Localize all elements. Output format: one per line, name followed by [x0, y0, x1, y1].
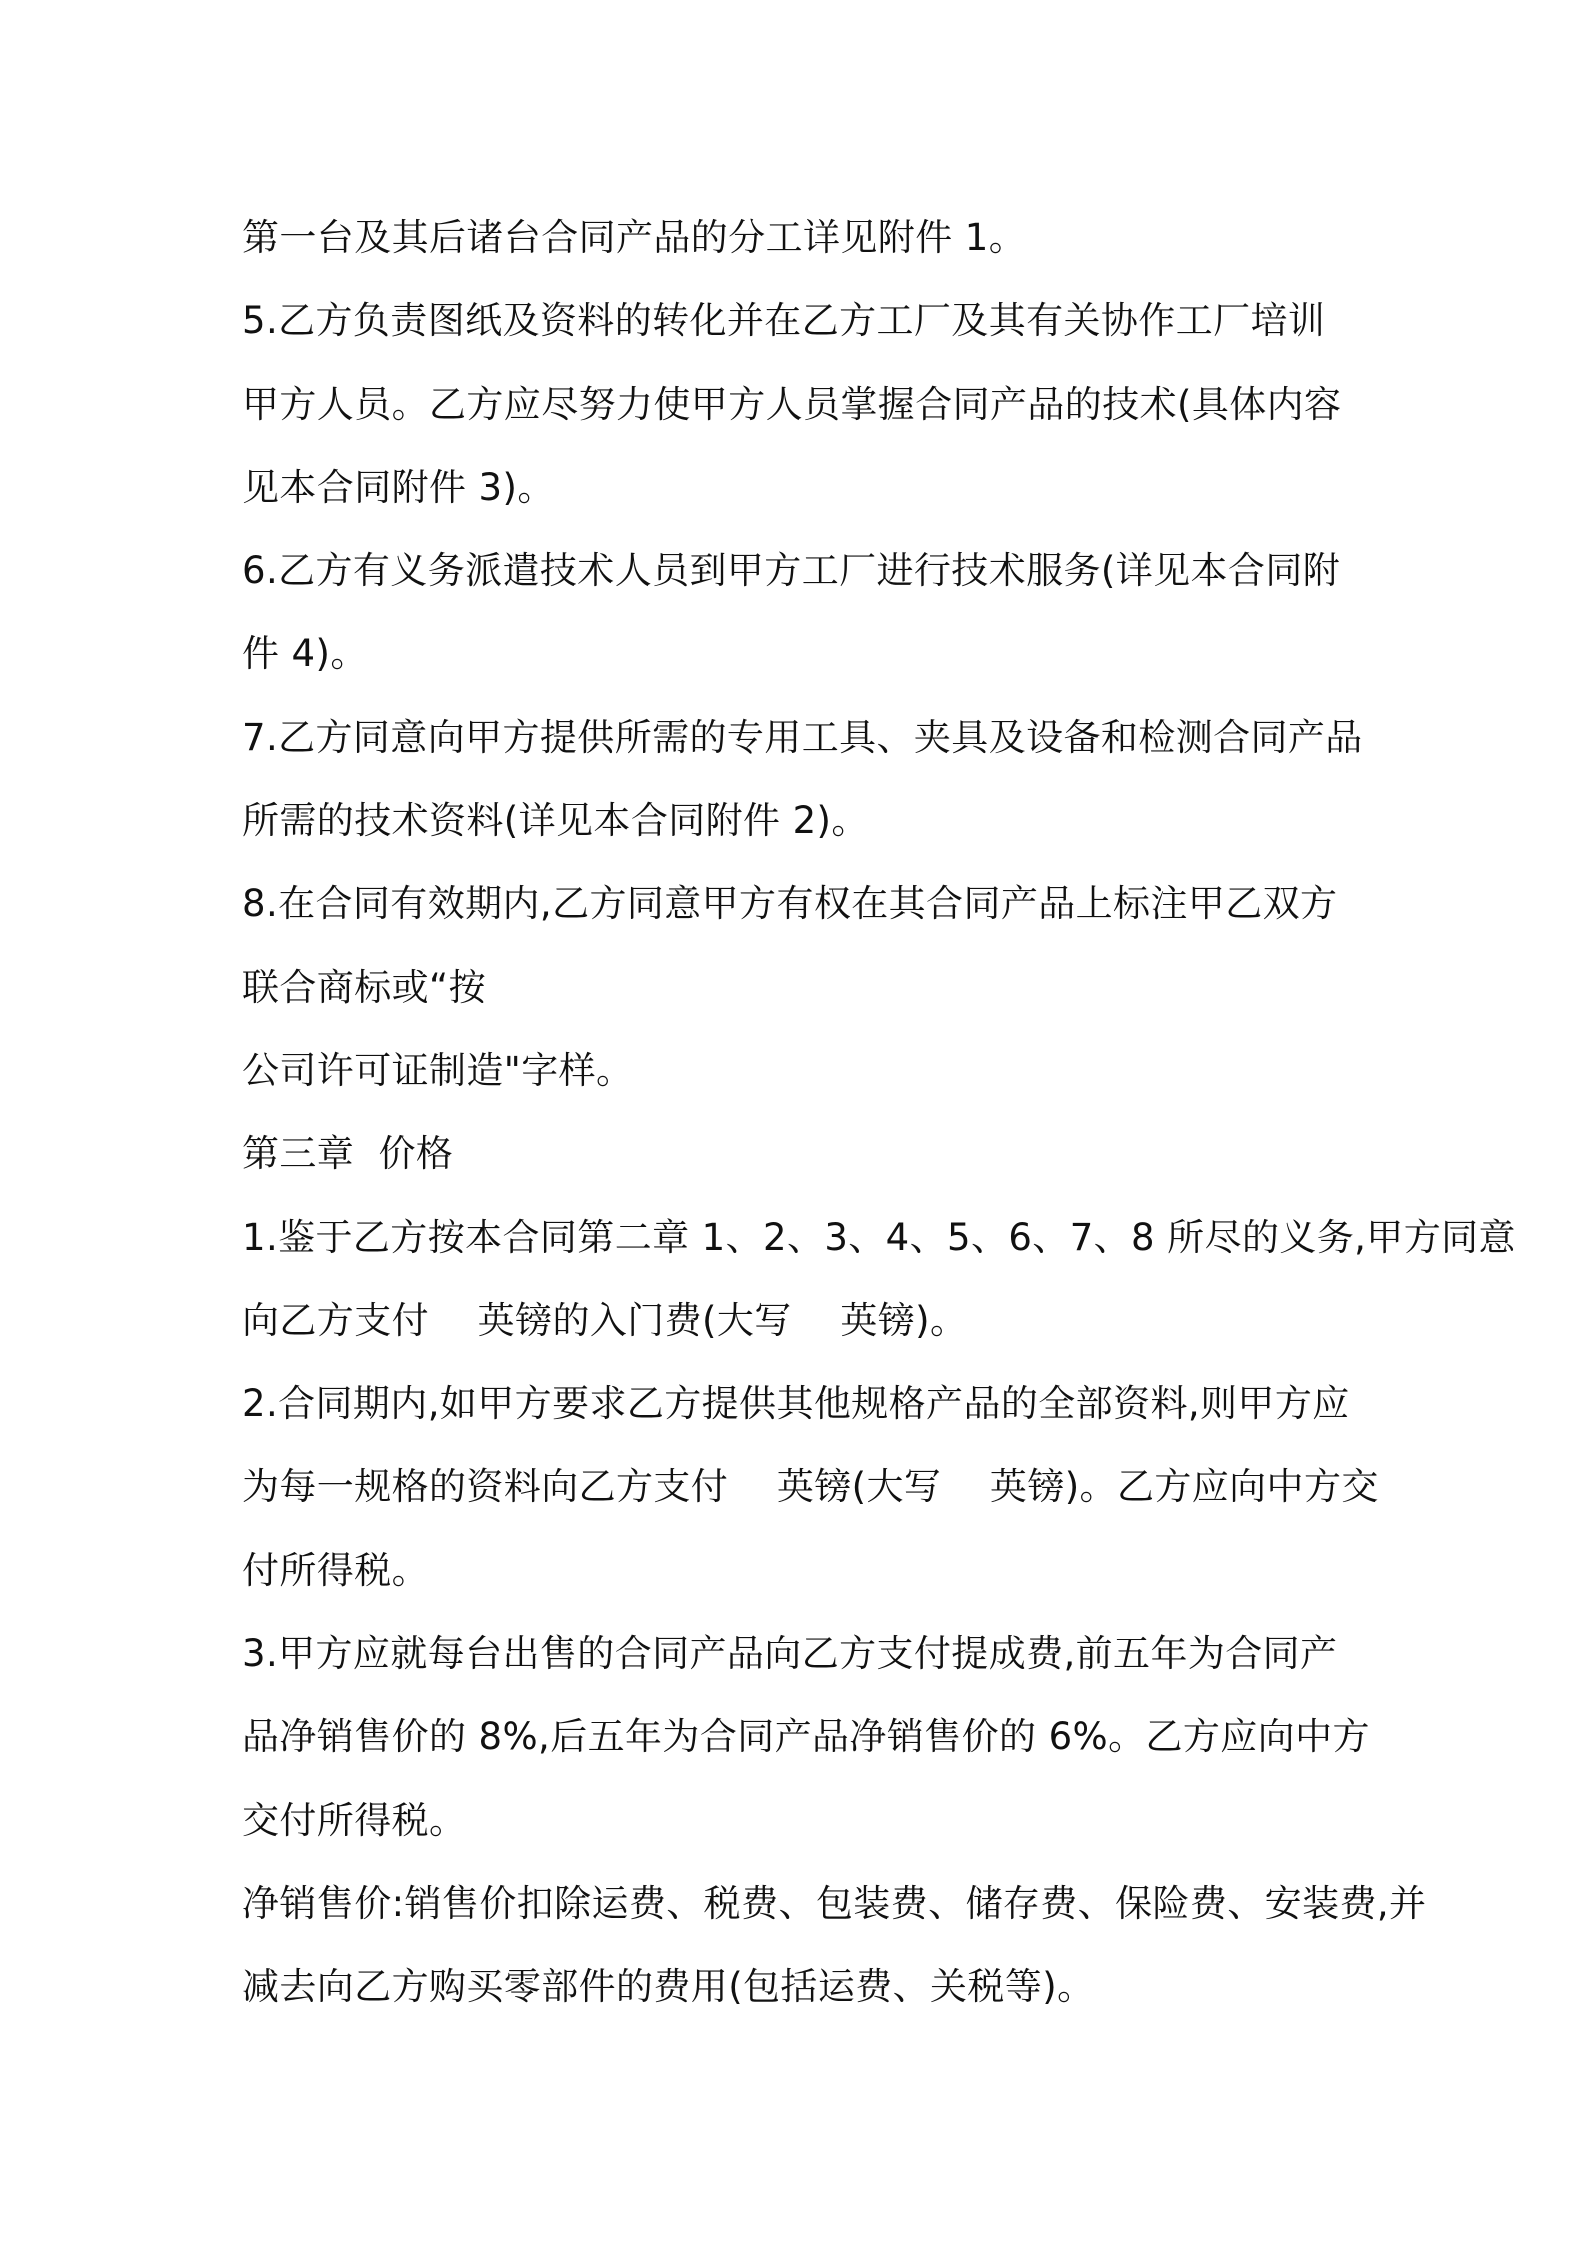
text-line: 联合商标或“按: [242, 965, 486, 1009]
text-line: 2.合同期内,如甲方要求乙方提供其他规格产品的全部资料,则甲方应: [242, 1382, 1350, 1426]
text-line: 8.在合同有效期内,乙方同意甲方有权在其合同产品上标注甲乙双方: [242, 882, 1338, 926]
text-line: 品净销售价的 8%,后五年为合同产品净销售价的 6%。乙方应向中方: [242, 1715, 1370, 1759]
text-line: 3.甲方应就每台出售的合同产品向乙方支付提成费,前五年为合同产: [242, 1632, 1338, 1676]
document-body: [242, 196, 1516, 2029]
text-line: 1.鉴于乙方按本合同第二章 1、2、3、4、5、6、7、8 所尽的义务,甲方同意: [242, 1215, 1516, 1259]
chapter-heading: 第三章 价格: [242, 1132, 454, 1176]
text-line: 见本合同附件 3)。: [242, 465, 555, 509]
text-line: 交付所得税。: [242, 1798, 467, 1842]
text-line: 甲方人员。乙方应尽努力使甲方人员掌握合同产品的技术(具体内容: [242, 382, 1342, 426]
text-line: 减去向乙方购买零部件的费用(包括运费、关税等)。: [242, 1965, 1095, 2009]
text-line: 公司许可证制造"字样。: [242, 1048, 634, 1092]
text-line: 付所得税。: [242, 1548, 429, 1592]
text-line: 6.乙方有义务派遣技术人员到甲方工厂进行技术服务(详见本合同附: [242, 549, 1341, 593]
text-line: 所需的技术资料(详见本合同附件 2)。: [242, 799, 869, 843]
text-line: 为每一规格的资料向乙方支付 英镑(大写 英镑)。乙方应向中方交: [242, 1465, 1379, 1509]
text-line: 件 4)。: [242, 632, 368, 676]
text-line: 净销售价:销售价扣除运费、税费、包装费、储存费、保险费、安装费,并: [242, 1881, 1427, 1925]
text-line: 5.乙方负责图纸及资料的转化并在乙方工厂及其有关协作工厂培训: [242, 299, 1326, 343]
text-line: 第一台及其后诸台合同产品的分工详见附件 1。: [242, 216, 1027, 259]
text-line: 7.乙方同意向甲方提供所需的专用工具、夹具及设备和检测合同产品: [242, 715, 1363, 759]
text-line: 向乙方支付 英镑的入门费(大写 英镑)。: [242, 1298, 968, 1342]
